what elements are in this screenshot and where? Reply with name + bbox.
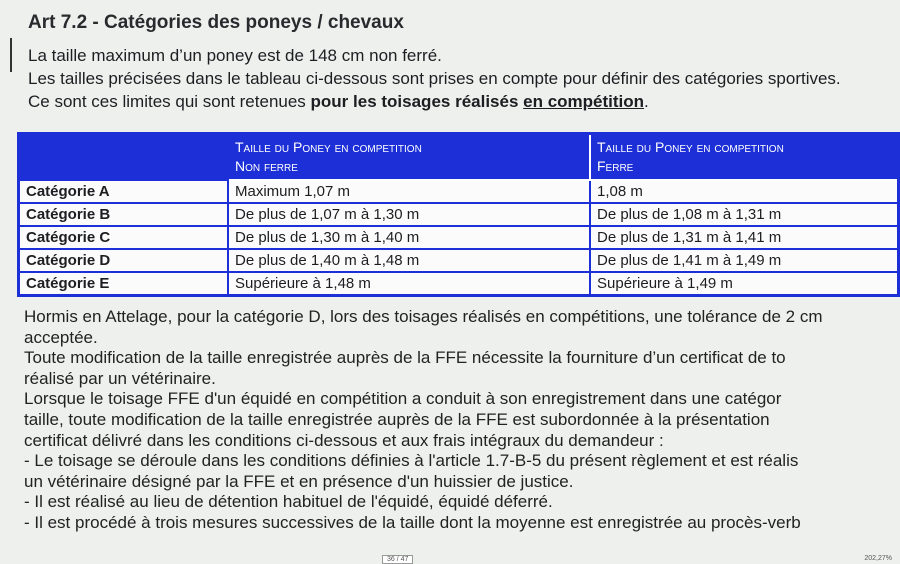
- ferre-value: Supérieure à 1,49 m: [590, 272, 899, 296]
- non-ferre-value: De plus de 1,30 m à 1,40 m: [228, 226, 590, 249]
- table-row: [19, 203, 899, 226]
- body-line: certificat délivré dans les conditions ci-dessous et aux frais intégraux du demandeur :: [24, 430, 664, 450]
- viewer-status-bar: [0, 555, 900, 564]
- body-line: - Il est réalisé au lieu de détention habituel de l'équidé, équidé déferré.: [24, 492, 553, 512]
- ferre-value: 1,08 m: [590, 180, 899, 203]
- change-bar: [10, 38, 12, 72]
- intro-line-3-text: Ce sont ces limites qui sont retenues: [28, 92, 311, 111]
- non-ferre-value: Maximum 1,07 m: [228, 180, 590, 203]
- header-non-ferre-line-1: Taille du Poney en competition: [235, 139, 422, 155]
- ferre-value: De plus de 1,08 m à 1,31 m: [590, 203, 899, 226]
- table-row: [19, 272, 899, 296]
- category-label: Catégorie B: [19, 203, 229, 226]
- non-ferre-value: De plus de 1,40 m à 1,48 m: [228, 249, 590, 272]
- category-label: Catégorie A: [19, 180, 229, 203]
- table-row: [19, 180, 899, 203]
- pony-category-table: [17, 132, 900, 297]
- body-line: Toute modification de la taille enregistrée auprès de la FFE nécessite la fourniture d’un certificat de to: [24, 348, 786, 368]
- body-line: - Il est procédé à trois mesures successives de la taille dont la moyenne est enregistrée au procès-verb: [24, 512, 801, 532]
- body-line: acceptée.: [24, 327, 98, 347]
- header-non-ferre-line-2: Non ferre: [235, 158, 298, 174]
- intro-line-2: Les tailles précisées dans le tableau ci-dessous sont prises en compte pour définir des catégories sportives.: [28, 69, 841, 88]
- body-line: un vétérinaire désigné par la FFE et en présence d'un huissier de justice.: [24, 471, 574, 491]
- body-line: Lorsque le toisage FFE d'un équidé en compétition a conduit à son enregistrement dans une catégor: [24, 389, 782, 409]
- header-ferre-line-1: Taille du Poney en competition: [597, 139, 784, 155]
- body-line: réalisé par un vétérinaire.: [24, 368, 216, 388]
- intro-paragraph: [28, 44, 900, 113]
- non-ferre-value: De plus de 1,07 m à 1,30 m: [228, 203, 590, 226]
- body-line: - Le toisage se déroule dans les conditions définies à l'article 1.7-B-5 du présent règlement et est réalis: [24, 451, 799, 471]
- page-navigator[interactable]: [382, 555, 413, 564]
- ferre-value: De plus de 1,31 m à 1,41 m: [590, 226, 899, 249]
- page-indicator[interactable]: 36 / 47: [382, 555, 413, 564]
- article-heading: Art 7.2 - Catégories des poneys / chevaux: [28, 12, 404, 33]
- rules-paragraphs: [24, 307, 900, 534]
- ferre-value: De plus de 1,41 m à 1,49 m: [590, 249, 899, 272]
- non-ferre-value: Supérieure à 1,48 m: [228, 272, 590, 296]
- table-header-ferre: [590, 134, 899, 181]
- intro-line-3-underlined: en compétition: [523, 92, 645, 111]
- intro-line-3: [28, 90, 900, 113]
- table-header-non-ferre: [228, 134, 590, 181]
- zoom-level[interactable]: 202,27%: [864, 555, 892, 562]
- header-ferre-line-2: Ferre: [597, 158, 634, 174]
- table-row: [19, 249, 899, 272]
- table-header-row: [19, 134, 899, 181]
- body-line: taille, toute modification de la taille enregistrée auprès de la FFE est subordonnée à la présentation: [24, 409, 770, 429]
- intro-line-3-end: .: [644, 92, 649, 111]
- category-label: Catégorie D: [19, 249, 229, 272]
- category-label: Catégorie C: [19, 226, 229, 249]
- table-header-empty: [19, 134, 229, 181]
- intro-line-3-bold: pour les toisages réalisés: [310, 92, 524, 111]
- intro-line-1: La taille maximum d’un poney est de 148 cm non ferré.: [28, 46, 442, 65]
- category-label: Catégorie E: [19, 272, 229, 296]
- body-line: Hormis en Attelage, pour la catégorie D, lors des toisages réalisés en compétitions, une tolérance de 2 cm: [24, 307, 823, 326]
- table-row: [19, 226, 899, 249]
